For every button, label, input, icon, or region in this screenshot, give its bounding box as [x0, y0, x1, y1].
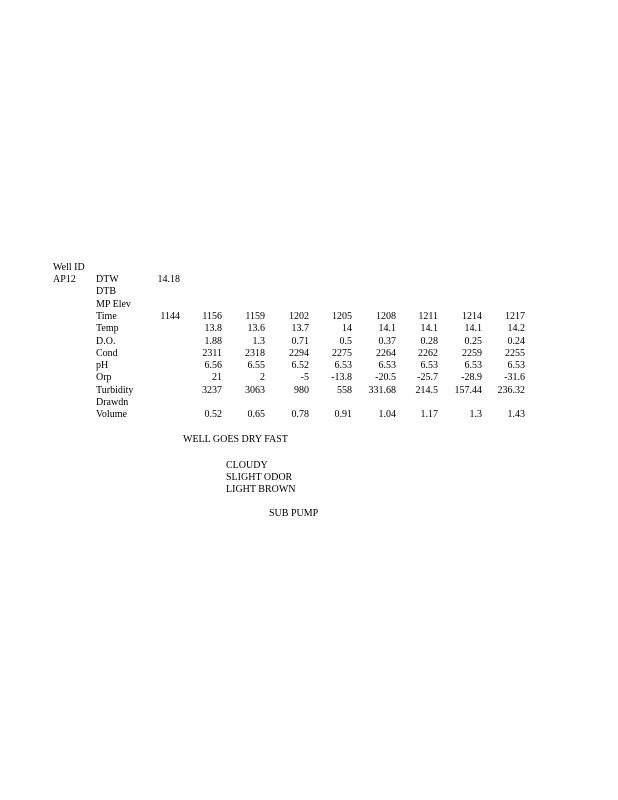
table-cell: 2318: [245, 347, 265, 359]
table-cell: 3063: [245, 384, 265, 396]
note-slight-odor: SLIGHT ODOR: [226, 472, 293, 483]
table-cell: 1211: [418, 310, 438, 322]
row-label: DTB: [96, 286, 116, 298]
table-cell: 0.28: [420, 335, 438, 347]
table-cell: 1202: [289, 310, 309, 322]
well-id-value: AP12: [53, 274, 76, 285]
table-cell: 2264: [376, 347, 396, 359]
row-label: Temp: [96, 323, 119, 335]
row-label: DTW: [96, 274, 119, 285]
table-cell: 13.6: [247, 323, 265, 335]
table-cell: 14.2: [507, 323, 525, 335]
table-cell: 2275: [332, 347, 352, 359]
table-cell: -13.8: [331, 372, 352, 384]
table-cell: 558: [337, 384, 352, 396]
table-cell: 1.88: [204, 335, 222, 347]
table-cell: 6.53: [464, 360, 482, 372]
row-label: Volume: [96, 409, 127, 421]
table-cell: 236.32: [497, 384, 525, 396]
table-cell: 1217: [505, 310, 525, 322]
table-cell: 6.52: [291, 360, 309, 372]
table-cell: 14.1: [420, 323, 438, 335]
table-cell: 0.37: [378, 335, 396, 347]
table-cell: 2311: [202, 347, 222, 359]
row-first-value: 1144: [160, 310, 180, 322]
table-cell: 1.3: [469, 409, 482, 421]
note-sub-pump: SUB PUMP: [269, 508, 319, 519]
table-cell: 0.52: [204, 409, 222, 421]
table-cell: 0.5: [339, 335, 352, 347]
table-cell: -25.7: [417, 372, 438, 384]
table-cell: 0.24: [507, 335, 525, 347]
table-cell: 6.53: [334, 360, 352, 372]
table-cell: 13.8: [204, 323, 222, 335]
table-cell: 0.25: [464, 335, 482, 347]
row-label: MP Elev: [96, 298, 131, 310]
table-cell: 1.43: [507, 409, 525, 421]
row-label: Drawdn: [96, 397, 129, 408]
table-cell: 157.44: [454, 384, 482, 396]
table-cell: 1205: [332, 310, 352, 322]
table-cell: 1208: [376, 310, 396, 322]
table-cell: 14.1: [378, 323, 396, 335]
note-well-goes-dry: WELL GOES DRY FAST: [183, 434, 288, 445]
table-cell: 2: [260, 372, 265, 384]
table-cell: 6.53: [378, 360, 396, 372]
table-cell: 1159: [245, 310, 265, 322]
table-cell: -31.6: [504, 372, 525, 384]
table-cell: 13.7: [291, 323, 309, 335]
table-cell: 0.91: [334, 409, 352, 421]
table-cell: 2262: [418, 347, 438, 359]
table-cell: 6.53: [420, 360, 438, 372]
note-light-brown: LIGHT BROWN: [226, 484, 296, 495]
table-cell: 3237: [202, 384, 222, 396]
table-cell: 2255: [505, 347, 525, 359]
table-cell: 0.78: [291, 409, 309, 421]
table-cell: 2294: [289, 347, 309, 359]
row-label: Time: [96, 310, 117, 322]
table-cell: 1156: [202, 310, 222, 322]
table-cell: 0.71: [291, 335, 309, 347]
table-cell: 0.65: [247, 409, 265, 421]
table-cell: 1.3: [252, 335, 265, 347]
row-label: Turbidity: [96, 384, 134, 396]
table-cell: 6.55: [247, 360, 265, 372]
table-cell: 6.53: [507, 360, 525, 372]
table-cell: 6.56: [204, 360, 222, 372]
table-cell: 2259: [462, 347, 482, 359]
table-cell: -20.5: [375, 372, 396, 384]
table-cell: -28.9: [461, 372, 482, 384]
note-cloudy: CLOUDY: [226, 460, 268, 471]
table-cell: 214.5: [415, 384, 438, 396]
table-cell: 1.04: [378, 409, 396, 421]
well-id-label: Well ID: [53, 262, 85, 273]
table-cell: -5: [300, 372, 309, 384]
table-cell: 21: [212, 372, 222, 384]
table-cell: 14.1: [464, 323, 482, 335]
table-cell: 331.68: [368, 384, 396, 396]
table-cell: 14: [342, 323, 352, 335]
row-label: Cond: [96, 347, 118, 359]
table-cell: 1214: [462, 310, 482, 322]
row-first-value: 14.18: [157, 274, 180, 285]
row-label: D.O.: [96, 335, 116, 347]
table-cell: 1.17: [420, 409, 438, 421]
table-cell: 980: [294, 384, 309, 396]
row-label: pH: [96, 360, 109, 372]
row-label: Orp: [96, 372, 112, 384]
